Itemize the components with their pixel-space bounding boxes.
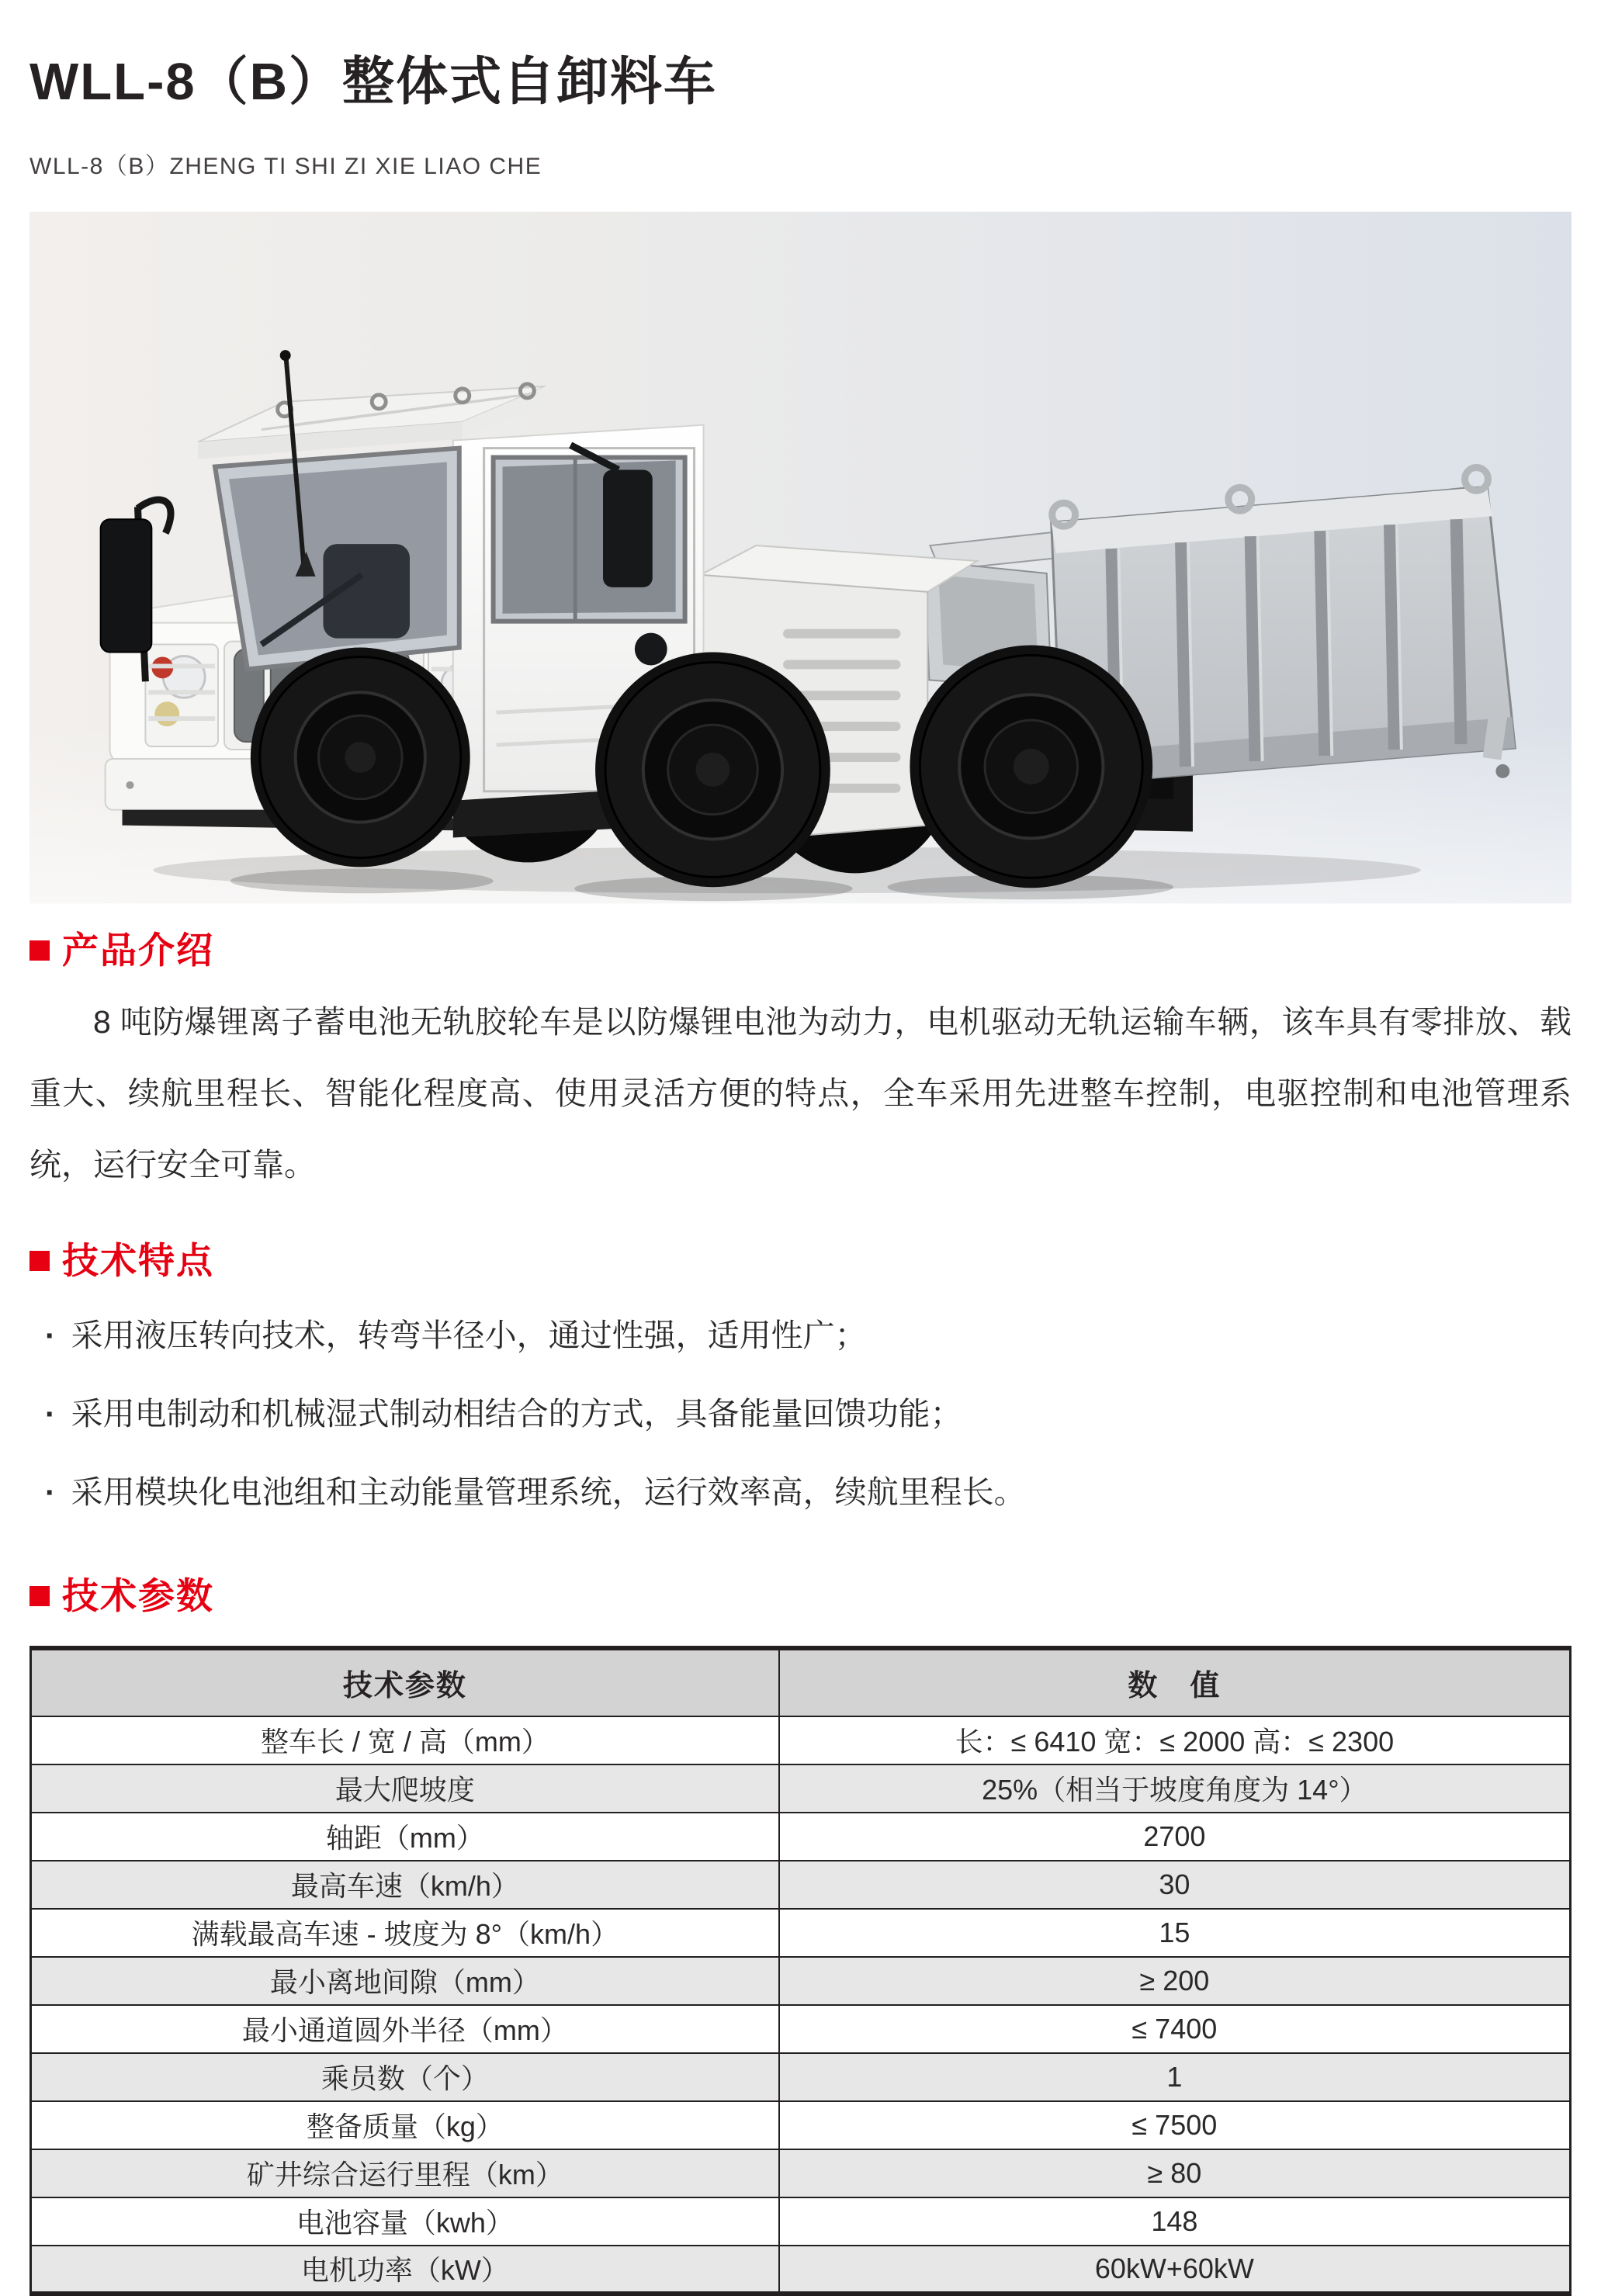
spec-value-cell: 2700 <box>779 1813 1571 1861</box>
intro-heading-label: 产品介绍 <box>62 929 214 971</box>
section-intro <box>29 922 1572 1200</box>
feature-item-text: 采用液压转向技术，转弯半径小，通过性强，适用性广； <box>71 1317 867 1353</box>
spec-row <box>31 1957 1571 2005</box>
cab-door-window <box>494 457 685 621</box>
headlight-left <box>145 644 218 746</box>
spec-param-cell: 最大爬坡度 <box>31 1764 779 1813</box>
spec-param-cell: 满载最高车速 - 坡度为 8°（km/h） <box>31 1909 779 1957</box>
feature-item <box>45 1297 1572 1375</box>
spec-row <box>31 2197 1571 2246</box>
red-square-bullet-icon <box>29 1586 50 1606</box>
cab-windshield <box>215 448 459 669</box>
spec-row <box>31 2005 1571 2053</box>
spec-row <box>31 1764 1571 1813</box>
spec-value-cell: 15 <box>779 1909 1571 1957</box>
spec-header-row <box>31 1648 1571 1716</box>
spec-param-cell: 轴距（mm） <box>31 1813 779 1861</box>
spec-row <box>31 2246 1571 2294</box>
dot-bullet-icon: · <box>45 1395 56 1432</box>
features-heading <box>29 1232 1572 1284</box>
intro-paragraph: 8 吨防爆锂离子蓄电池无轨胶轮车是以防爆锂电池为动力，电机驱动无轨运输车辆，该车具有零排放、载重大、续航里程长、智能化程度高、使用灵活方便的特点，全车采用先进整车控制，电驱控制和电池管理系统，运行安全可靠。 <box>29 1003 1572 1183</box>
specs-heading-label: 技术参数 <box>62 1574 214 1616</box>
section-features <box>29 1232 1572 1532</box>
spec-row <box>31 2053 1571 2101</box>
spec-value-cell: ≤ 7500 <box>779 2101 1571 2149</box>
page-subtitle: WLL-8（B）ZHENG TI SHI ZI XIE LIAO CHE <box>29 153 542 179</box>
dot-bullet-icon: · <box>45 1474 56 1510</box>
spec-value-cell: ≥ 200 <box>779 1957 1571 2005</box>
spec-row <box>31 2149 1571 2197</box>
product-photo <box>29 210 1572 905</box>
feature-list <box>29 1297 1572 1532</box>
spec-value-cell: 148 <box>779 2197 1571 2246</box>
spec-table <box>29 1646 1572 2296</box>
spec-value-cell: ≤ 7400 <box>779 2005 1571 2053</box>
spec-param-cell: 整车长 / 宽 / 高（mm） <box>31 1716 779 1764</box>
truck-render <box>29 210 1572 905</box>
spec-row <box>31 1813 1571 1861</box>
spec-value-cell: 25%（相当于坡度角度为 14°） <box>779 1764 1571 1813</box>
spec-column-header: 技术参数 <box>31 1648 779 1716</box>
spec-param-cell: 整备质量（kg） <box>31 2101 779 2149</box>
spec-table-body <box>31 1716 1571 2294</box>
spec-value-cell: 长：≤ 6410 宽：≤ 2000 高：≤ 2300 <box>779 1716 1571 1764</box>
datasheet-page <box>0 35 1601 2287</box>
spec-param-cell: 最小通道圆外半径（mm） <box>31 2005 779 2053</box>
feature-item <box>45 1453 1572 1532</box>
red-square-bullet-icon <box>29 1251 50 1271</box>
spec-param-cell: 最小离地间隙（mm） <box>31 1957 779 2005</box>
spec-param-cell: 乘员数（个） <box>31 2053 779 2101</box>
page-title: WLL-8（B）整体式自卸料车 <box>29 52 718 111</box>
spec-column-header: 数 值 <box>779 1648 1571 1716</box>
features-heading-label: 技术特点 <box>62 1239 214 1281</box>
red-square-bullet-icon <box>29 940 50 961</box>
spec-param-cell: 电机功率（kW） <box>31 2246 779 2294</box>
intro-heading <box>29 922 1572 974</box>
spec-param-cell: 矿井综合运行里程（km） <box>31 2149 779 2197</box>
spec-row <box>31 1716 1571 1764</box>
feature-item <box>45 1375 1572 1453</box>
spec-value-cell: 30 <box>779 1861 1571 1909</box>
door-fuel-cap <box>635 632 667 665</box>
truck-wheel-front <box>251 647 470 867</box>
spec-row <box>31 1909 1571 1957</box>
spec-value-cell: 1 <box>779 2053 1571 2101</box>
spec-table-head <box>31 1648 1571 1716</box>
truck-wheel-middle <box>595 652 830 887</box>
specs-heading <box>29 1567 1572 1619</box>
truck-wheel-rear <box>910 645 1152 888</box>
dot-bullet-icon: · <box>45 1317 56 1353</box>
feature-item-text: 采用模块化电池组和主动能量管理系统，运行效率高，续航里程长。 <box>71 1474 1026 1510</box>
spec-value-cell: 60kW+60kW <box>779 2246 1571 2294</box>
spec-param-cell: 电池容量（kwh） <box>31 2197 779 2246</box>
spec-value-cell: ≥ 80 <box>779 2149 1571 2197</box>
feature-item-text: 采用电制动和机械湿式制动相结合的方式，具备能量回馈功能； <box>71 1395 962 1432</box>
section-specs <box>29 1567 1572 2296</box>
spec-row <box>31 1861 1571 1909</box>
spec-row <box>31 2101 1571 2149</box>
spec-param-cell: 最高车速（km/h） <box>31 1861 779 1909</box>
